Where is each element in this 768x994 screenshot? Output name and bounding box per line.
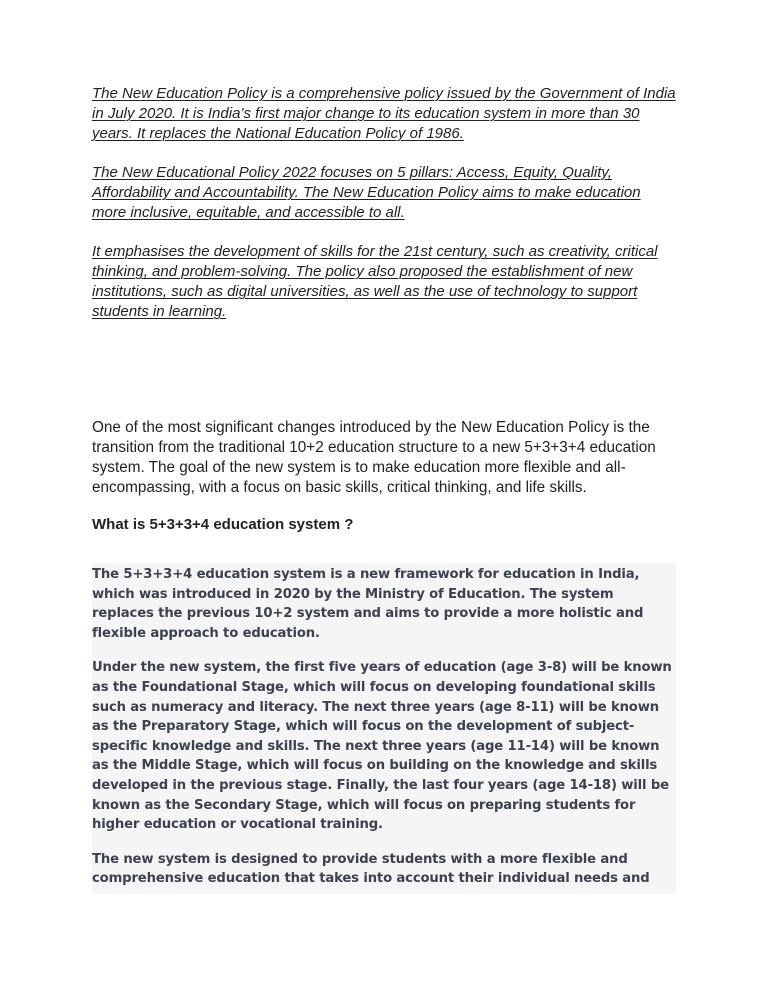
blank-space — [92, 341, 676, 418]
intro-paragraph-1: The New Education Policy is a comprehensive policy issued by the Government of India in July 2020. It is India’s first major change to its education system in more than 30 years. It replaces the National Education Policy of 1986. — [92, 85, 676, 142]
answer-block — [92, 563, 676, 894]
section-heading: What is 5+3+3+4 education system ? — [92, 516, 354, 533]
intro-paragraph-3: It emphasises the development of skills for the 21st century, such as creativity, critical thinking, and problem-solving. The policy also proposed the establishment of new institutions, such as digital universities, as well as the use of technology to support students in learning. — [92, 243, 658, 320]
answer-paragraph-3: The new system is designed to provide students with a more flexible and comprehensive education that takes into account their individual needs and — [92, 851, 650, 887]
intro-paragraph-2: The New Educational Policy 2022 focuses on 5 pillars: Access, Equity, Quality, Affordability and Accountability. The New Education Policy aims to make education more inclusive, equitable, and accessible to all. — [92, 164, 641, 221]
answer-paragraph-1: The 5+3+3+4 education system is a new framework for education in India, which was introduced in 2020 by the Ministry of Education. The system replaces the previous 10+2 system and aims to provide a more holistic and flexible approach to education. — [92, 567, 644, 641]
answer-paragraph-2: Under the new system, the first five years of education (age 3-8) will be known as the Foundational Stage, which will focus on developing foundational skills such as numeracy and literacy. The next three years (age 8-11) will be known as the Preparatory Stage, which will focus on the development of subject-specific knowledge and skills. The next three years (age 11-14) will be known as the Middle Stage, which will focus on building on the knowledge and skills developed in the previous stage. Finally, the last four years (age 14-18) will be known as the Secondary Stage, which will focus on preparing students for higher education or vocational training. — [92, 660, 672, 833]
body-paragraph: One of the most significant changes introduced by the New Education Policy is the transition from the traditional 10+2 education structure to a new 5+3+3+4 education system. The goal of the new system is to make education more flexible and all-encompassing, with a focus on basic skills, critical thinking, and life skills. — [92, 419, 656, 496]
document-page — [92, 84, 676, 894]
